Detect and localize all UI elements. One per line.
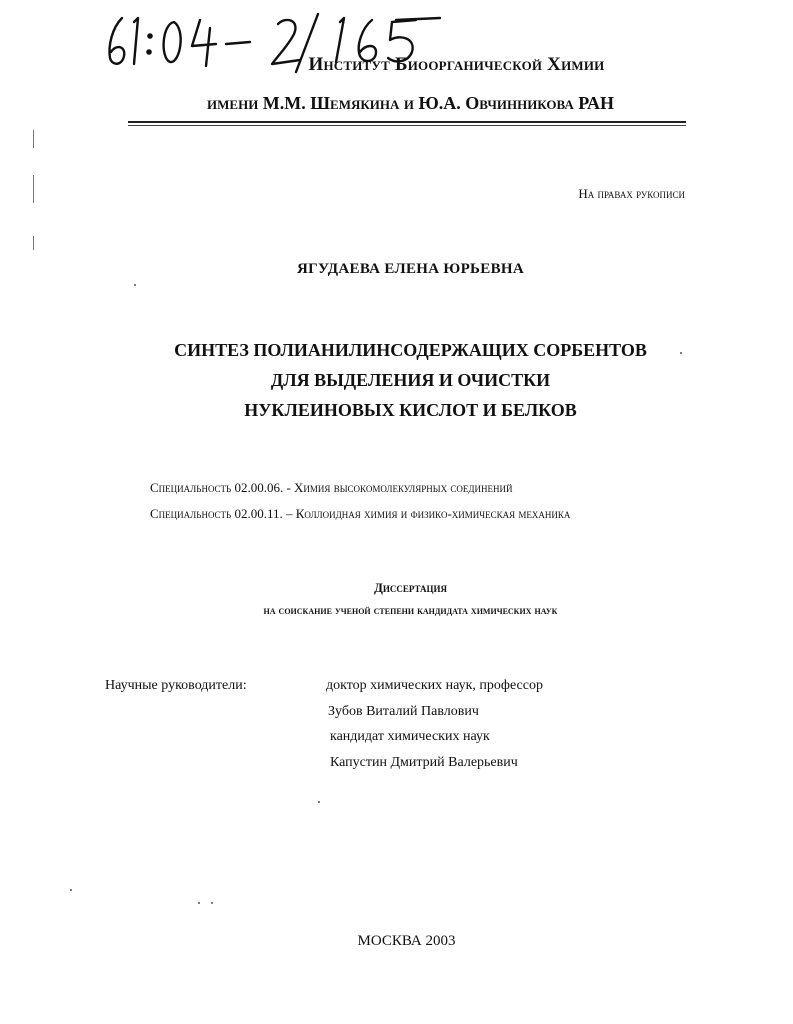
dissertation-label: Диссертация [373,580,448,595]
specialty-line-1: Специальность 02.00.06. - Химия высокомолекулярных соединений [150,480,513,495]
scan-speck [198,902,200,904]
specialty-line-2: Специальность 02.00.11. – Коллоидная химия и физико-химическая механика [150,506,571,521]
thesis-title-line-2: ДЛЯ ВЫДЕЛЕНИЯ И ОЧИСТКИ [270,370,551,390]
city-and-year: МОСКВА 2003 [357,933,456,949]
advisor-1-degree: доктор химических наук, профессор [326,678,543,693]
header-rule [128,121,686,123]
advisors-label: Научные руководители: [105,678,247,693]
header-rule-thin [128,125,686,126]
manuscript-rights-note: На правах рукописи [578,186,685,201]
advisor-1-name: Зубов Виталий Павлович [328,704,479,719]
scan-speck [318,801,320,803]
scan-speck [70,889,72,891]
advisor-2-degree: кандидат химических наук [330,729,490,744]
scan-margin-mark [33,236,34,250]
scan-margin-mark [33,130,34,148]
scan-speck [134,284,136,286]
advisor-2-name: Капустин Дмитрий Валерьевич [330,755,518,770]
thesis-title-line-1: СИНТЕЗ ПОЛИАНИЛИНСОДЕРЖАЩИХ СОРБЕНТОВ [174,340,647,360]
institute-name: Институт Биоорганической Химии [308,54,605,75]
degree-line: на соискание ученой степени кандидата химических наук [263,603,558,617]
thesis-title-line-3: НУКЛЕИНОВЫХ КИСЛОТ И БЕЛКОВ [244,400,577,420]
author-name: ЯГУДАЕВА ЕЛЕНА ЮРЬЕВНА [297,261,524,277]
scan-margin-mark [33,175,34,203]
institute-dedication: имени М.М. Шемякина и Ю.А. Овчинникова РАН [207,93,614,113]
scan-speck [680,352,682,354]
scan-speck [211,902,213,904]
